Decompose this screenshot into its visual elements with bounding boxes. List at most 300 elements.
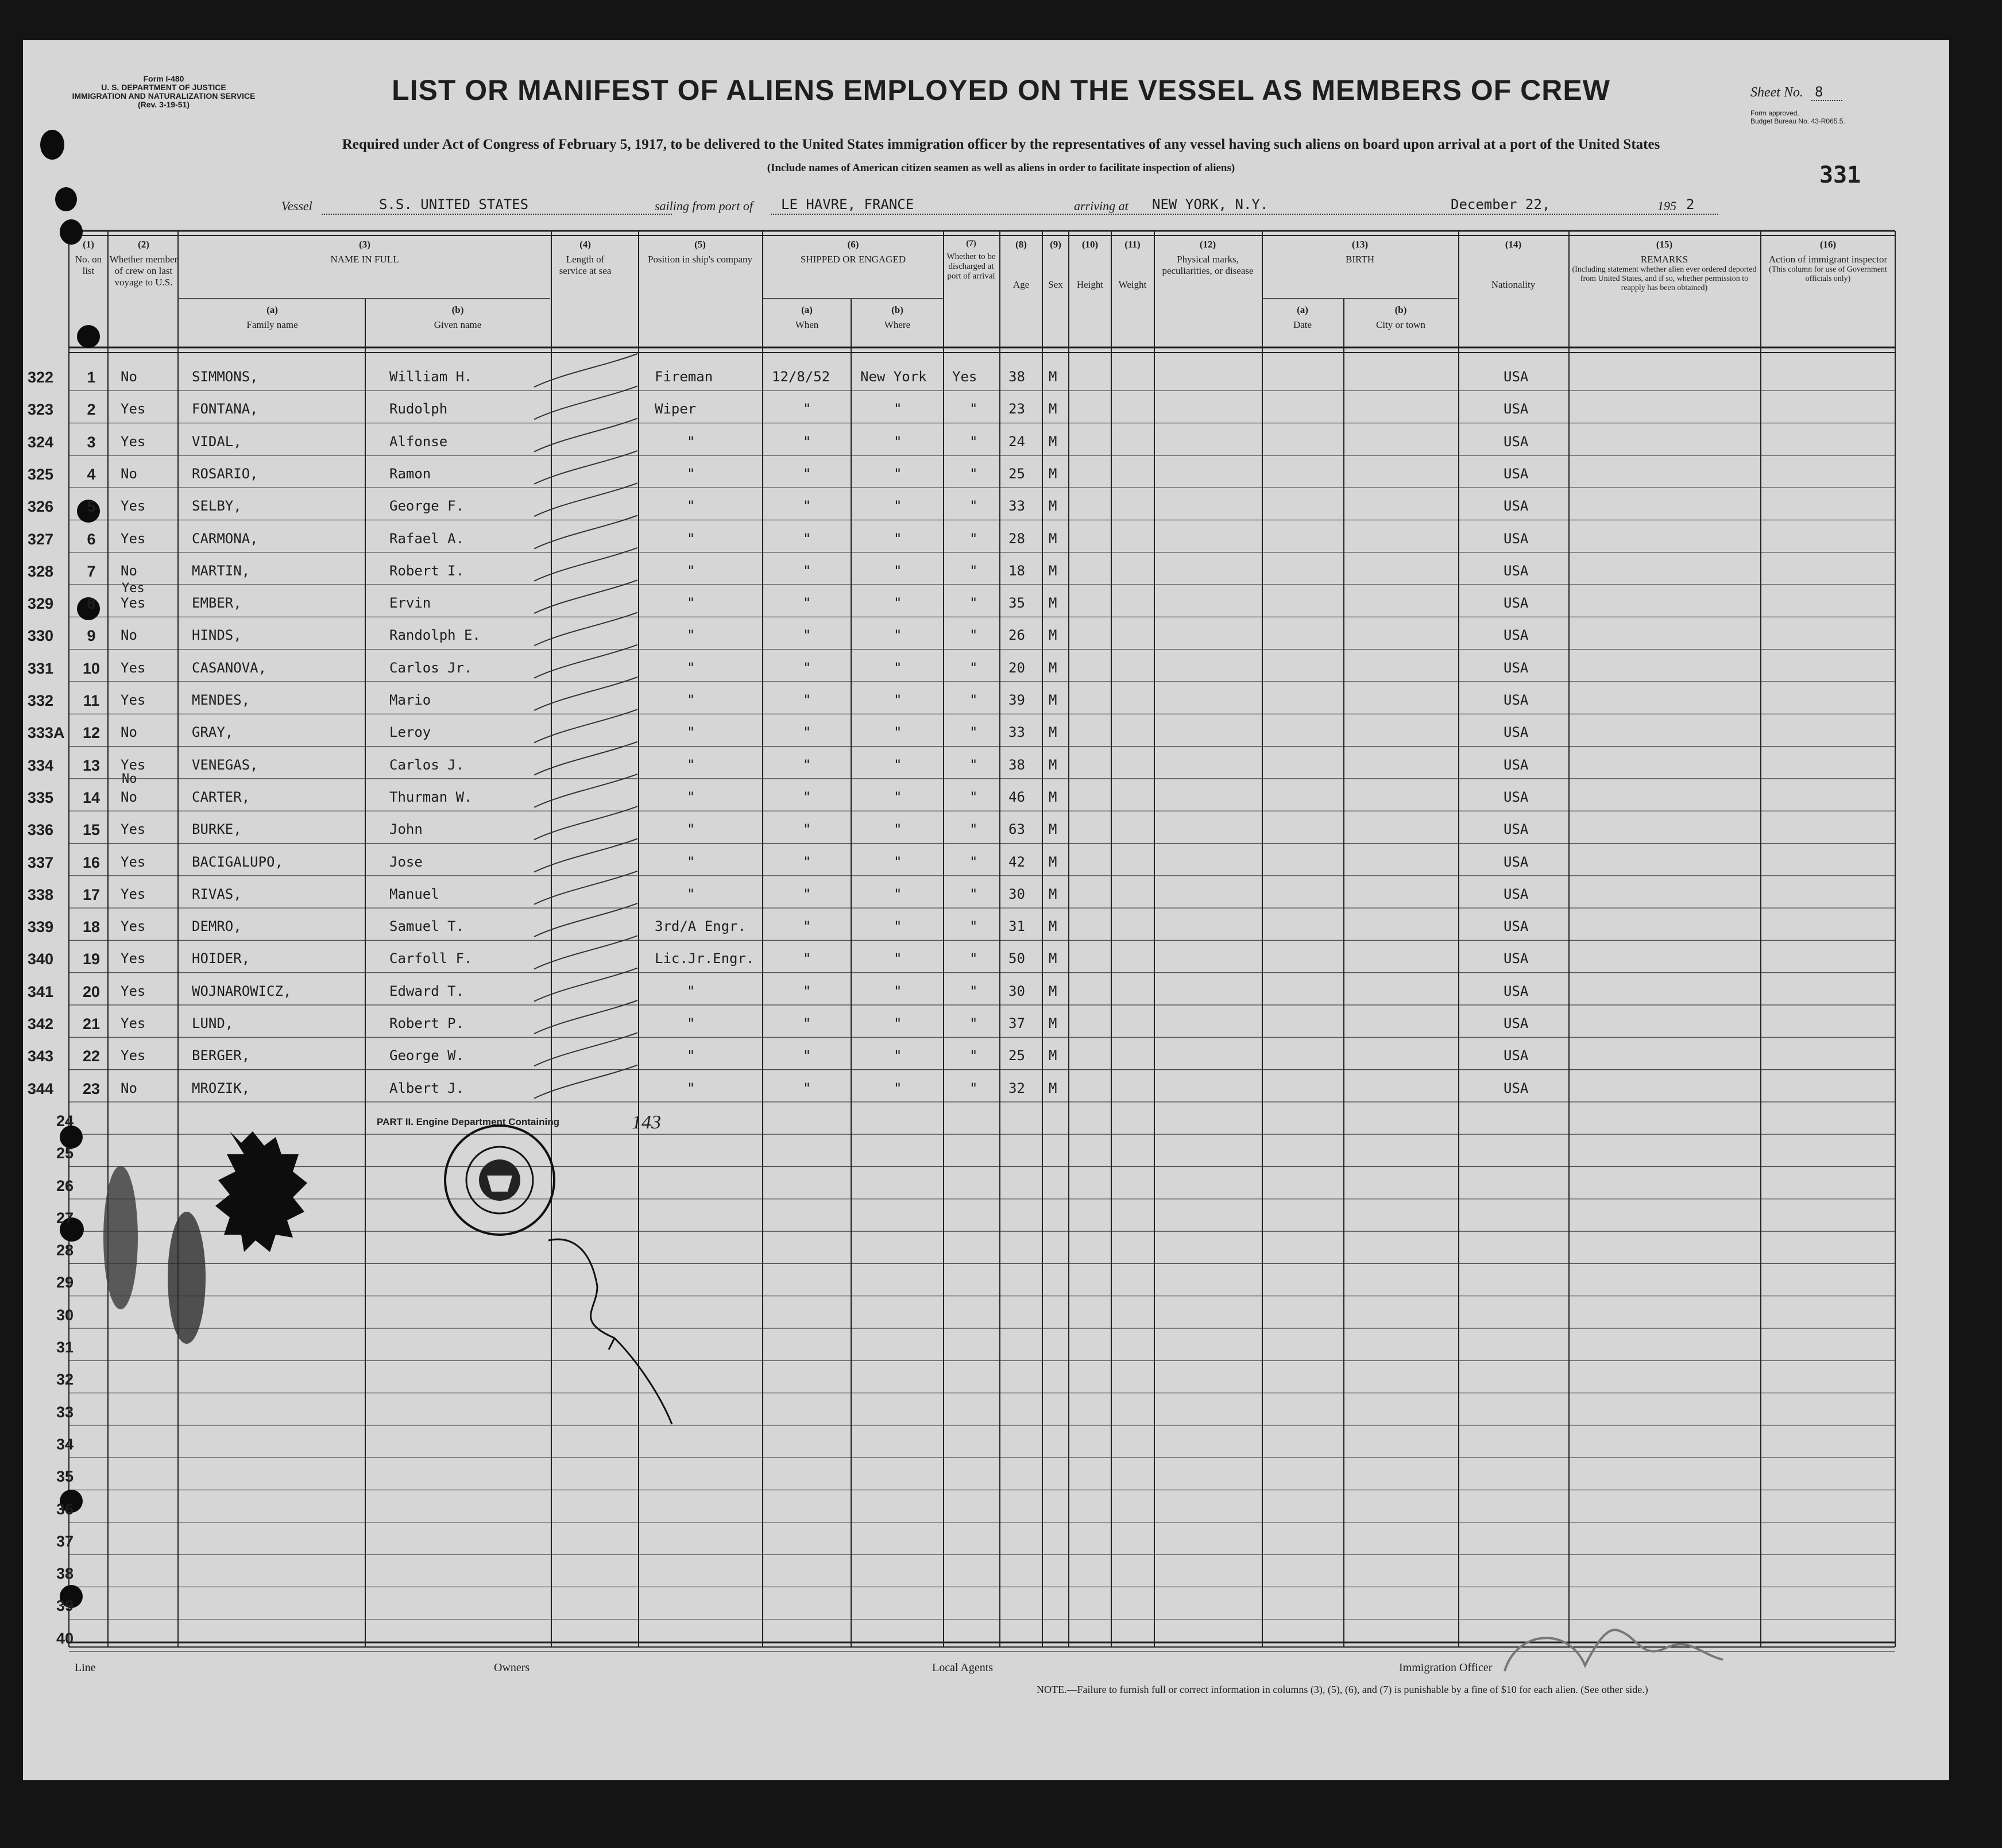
row-given: Leroy [389, 724, 431, 741]
row-family: BACIGALUPO, [192, 853, 283, 870]
row-position: Lic.Jr.Engr. [655, 950, 755, 967]
row-nationality: USA [1504, 983, 1529, 999]
row-sex: M [1049, 627, 1057, 644]
col3b-header: (b) Given name [434, 304, 482, 330]
row-when: " [803, 983, 811, 999]
row-discharged: " [969, 401, 978, 417]
row-given: Carlos J. [389, 756, 465, 773]
row-discharged: " [969, 821, 978, 838]
row-discharged: " [969, 983, 978, 999]
footer-agents-label: Local Agents [932, 1661, 994, 1674]
row-when: " [803, 1080, 811, 1096]
col6b-header: (b) Where [884, 304, 911, 330]
row-discharged: " [969, 1080, 978, 1096]
form-number: Form I-480 [143, 74, 184, 83]
row-nationality: USA [1504, 692, 1529, 708]
empty-line-number: 29 [56, 1274, 74, 1292]
row-sex: M [1049, 821, 1057, 838]
manifest-subtitle: Required under Act of Congress of February 5, 1917, to be delivered to the United States immigration officer by the representatives of any vessel having such aliens on board upon arrival at a port of the United States [342, 137, 1660, 152]
col8-header: (8) Age [1012, 239, 1030, 290]
row-family: MENDES, [192, 692, 250, 708]
row-given: Jose [389, 853, 423, 870]
col3-header: (3) NAME IN FULL [330, 239, 399, 265]
empty-line-number: 31 [56, 1339, 74, 1356]
service-name: IMMIGRATION AND NATURALIZATION SERVICE [72, 91, 256, 100]
empty-line-number: 38 [56, 1565, 74, 1583]
row-margin: 341 [28, 983, 54, 1000]
row-position: " [687, 659, 695, 676]
row-given: Thurman W. [389, 788, 473, 805]
row-when: " [803, 886, 811, 902]
ink-scribble [548, 1239, 672, 1424]
row-where: " [894, 950, 902, 967]
row-position: " [687, 886, 695, 902]
row-age: 42 [1008, 853, 1025, 870]
row-where: " [894, 692, 902, 708]
row-position: Fireman [655, 369, 713, 385]
row-family: SELBY, [192, 498, 242, 515]
row-margin: 322 [28, 369, 54, 386]
row-sex: M [1049, 659, 1057, 676]
row-no: 5 [87, 498, 96, 516]
row-given: Ramon [389, 465, 431, 482]
row-nationality: USA [1504, 788, 1529, 805]
row-nationality: USA [1504, 659, 1529, 676]
row-when: " [803, 853, 811, 870]
part2-count: 143 [632, 1112, 661, 1133]
row-age: 33 [1008, 498, 1025, 515]
row-sex: M [1049, 498, 1057, 515]
row-family: VENEGAS, [192, 756, 258, 773]
row-no: 9 [87, 627, 96, 645]
row-age: 31 [1008, 918, 1025, 935]
approval-line: Form approved. [1750, 109, 1799, 117]
row-discharged: " [969, 595, 978, 612]
row-no: 13 [82, 756, 101, 774]
row-given: Randolph E. [389, 627, 481, 644]
row-given: Rafael A. [389, 530, 465, 547]
row-discharged: " [969, 756, 978, 773]
row-margin: 326 [28, 498, 54, 516]
row-last: No [121, 465, 137, 482]
row-family: MROZIK, [192, 1080, 250, 1096]
row-when: " [803, 918, 811, 935]
row-nationality: USA [1504, 562, 1529, 579]
row-family: HINDS, [192, 627, 242, 644]
year-prefix: 195 [1657, 199, 1676, 213]
row-no: 22 [82, 1047, 101, 1065]
row-position: " [687, 692, 695, 708]
row-sex: M [1049, 562, 1057, 579]
row-last: No [121, 369, 137, 385]
row-no: 7 [87, 562, 96, 580]
row-given: John [389, 821, 423, 838]
row-margin: 327 [28, 530, 54, 548]
row-no: 20 [82, 983, 101, 1000]
row-sex: M [1049, 530, 1057, 547]
row-sex: M [1049, 595, 1057, 612]
row-sex: M [1049, 950, 1057, 967]
row-age: 63 [1008, 821, 1025, 838]
row-age: 33 [1008, 724, 1025, 741]
row-nationality: USA [1504, 821, 1529, 838]
row-given: Carlos Jr. [389, 659, 473, 676]
empty-line-number: 27 [56, 1209, 74, 1227]
row-margin: 330 [28, 627, 54, 645]
row-where: New York [860, 369, 927, 385]
row-given: Rudolph [389, 401, 448, 417]
col5-header: (5) Position in ship's company [647, 239, 753, 265]
row-last: No [121, 1080, 137, 1096]
row-discharged: Yes [952, 369, 977, 385]
row-where: " [894, 433, 902, 450]
row-when: " [803, 498, 811, 515]
row-no: 11 [83, 692, 100, 709]
empty-line-number: 25 [56, 1145, 74, 1162]
row-last: Yes [121, 756, 146, 773]
sailing-label: sailing from port of [655, 199, 753, 213]
sheet-label: Sheet No. [1750, 85, 1803, 100]
col15-header: (15) REMARKS (Including statement whether alien ever ordered deported from United States, and if so, whether permission to reapply has been obtained) [1572, 239, 1757, 292]
row-position: " [687, 595, 695, 612]
row-sex: M [1049, 433, 1057, 450]
col4-header: (4) Length of service at sea [559, 239, 612, 276]
row-no: 21 [82, 1015, 101, 1033]
row-given: Edward T. [389, 983, 465, 999]
row-last: Yes [121, 692, 146, 708]
row-position: " [687, 465, 695, 482]
row-margin: 335 [28, 788, 54, 806]
punch-hole [40, 130, 64, 160]
col9-header: (9) Sex [1048, 239, 1063, 290]
row-margin: 328 [28, 562, 54, 580]
stamped-page-number: 331 [1819, 162, 1861, 188]
row-nationality: USA [1504, 853, 1529, 870]
row-family: CARMONA, [192, 530, 258, 547]
sheet-value: 8 [1811, 84, 1842, 101]
row-where: " [894, 465, 902, 482]
row-when: " [803, 627, 811, 644]
vessel-name: S.S. UNITED STATES [379, 196, 529, 212]
row-age: 38 [1008, 369, 1025, 385]
row-no: 23 [82, 1080, 101, 1097]
row-when: " [803, 562, 811, 579]
punch-hole [77, 325, 100, 348]
row-margin: 324 [28, 433, 54, 451]
empty-line-number: 33 [56, 1403, 74, 1421]
row-sex: M [1049, 1047, 1057, 1064]
row-last: No [121, 627, 137, 644]
row-family: LUND, [192, 1015, 234, 1031]
row-where: " [894, 983, 902, 999]
arrival-date: December 22, [1451, 196, 1551, 212]
row-nationality: USA [1504, 530, 1529, 547]
row-when: " [803, 692, 811, 708]
row-last: Yes [121, 821, 146, 838]
col2-header: (2) Whether member of crew on last voyage to U.S. [109, 239, 178, 288]
row-where: " [894, 821, 902, 838]
row-last: Yes [121, 886, 146, 902]
row-discharged: " [969, 724, 978, 741]
row-nationality: USA [1504, 950, 1529, 967]
row-nationality: USA [1504, 401, 1529, 417]
row-sex: M [1049, 369, 1057, 385]
row-where: " [894, 886, 902, 902]
row-last: Yes [121, 1047, 146, 1064]
empty-line-number: 35 [56, 1468, 74, 1486]
row-family: WOJNAROWICZ, [192, 983, 292, 999]
row-age: 38 [1008, 756, 1025, 773]
row-where: " [894, 1080, 902, 1096]
row-given: Samuel T. [389, 918, 465, 935]
wax-seal [215, 1131, 307, 1252]
row-where: " [894, 1047, 902, 1064]
row-margin: 337 [28, 853, 54, 871]
row-where: " [894, 659, 902, 676]
row-last: Yes [121, 983, 146, 999]
row-discharged: " [969, 1015, 978, 1031]
row-family: MARTIN, [192, 562, 250, 579]
row-age: 20 [1008, 659, 1025, 676]
row-family: GRAY, [192, 724, 234, 741]
consulate-seal [445, 1126, 554, 1235]
row-no: 15 [82, 821, 101, 839]
row-margin: 331 [28, 659, 54, 677]
row-position: " [687, 627, 695, 644]
col6-header: (6) SHIPPED OR ENGAGED [800, 239, 906, 265]
row-no: 17 [82, 886, 101, 903]
row-discharged: " [969, 498, 978, 515]
empty-line-number: 34 [56, 1435, 74, 1453]
row-given: Mario [389, 692, 431, 708]
punch-hole [55, 187, 77, 211]
col3a-header: (a) Family name [246, 304, 298, 330]
row-age: 25 [1008, 465, 1025, 482]
footer-officer-label: Immigration Officer [1399, 1661, 1493, 1674]
row-nationality: USA [1504, 627, 1529, 644]
row-family: SIMMONS, [192, 369, 258, 385]
row-sex: M [1049, 724, 1057, 741]
row-sex: M [1049, 692, 1057, 708]
row-when: " [803, 659, 811, 676]
row-position: " [687, 530, 695, 547]
row-where: " [894, 498, 902, 515]
row-age: 46 [1008, 788, 1025, 805]
row-no: 3 [87, 433, 96, 451]
row-last: Yes [121, 530, 146, 547]
row-position: " [687, 821, 695, 838]
row-family: BERGER, [192, 1047, 250, 1064]
row-discharged: " [969, 530, 978, 547]
row-position: " [687, 498, 695, 515]
row-position: " [687, 724, 695, 741]
row-position: " [687, 983, 695, 999]
row-where: " [894, 724, 902, 741]
row-no: 14 [82, 788, 101, 806]
row-age: 30 [1008, 983, 1025, 999]
row-last: No [121, 724, 137, 741]
row-family: FONTANA, [192, 401, 258, 417]
col13b-header: (b) City or town [1376, 304, 1425, 330]
empty-line-number: 28 [56, 1242, 74, 1259]
row-nationality: USA [1504, 595, 1529, 612]
row-age: 32 [1008, 1080, 1025, 1096]
row-last: Yes [121, 659, 146, 676]
col1-header: (1) No. on list [75, 239, 102, 276]
row-family: RIVAS, [192, 886, 242, 902]
row-position: " [687, 433, 695, 450]
row-last: Yes [121, 595, 146, 612]
row-margin: 323 [28, 401, 54, 419]
row-given: Ervin [389, 595, 431, 612]
empty-line-number: 37 [56, 1532, 74, 1550]
correction-yes: Yes [122, 581, 145, 596]
row-sex: M [1049, 465, 1057, 482]
row-nationality: USA [1504, 465, 1529, 482]
row-no: 10 [82, 659, 101, 677]
row-last: No [121, 562, 137, 579]
row-age: 35 [1008, 595, 1025, 612]
row-given: George F. [389, 498, 465, 515]
row-margin: 334 [28, 756, 54, 774]
row-position: Wiper [655, 401, 697, 417]
col10-header: (10) Height [1076, 239, 1104, 290]
vessel-label: Vessel [281, 199, 312, 213]
correction-no: No [122, 772, 137, 786]
row-last: Yes [121, 498, 146, 515]
empty-line-number: 24 [56, 1112, 74, 1130]
row-family: BURKE, [192, 821, 242, 838]
row-nationality: USA [1504, 1015, 1529, 1031]
row-when: 12/8/52 [772, 369, 830, 385]
row-sex: M [1049, 788, 1057, 805]
department-name: U. S. DEPARTMENT OF JUSTICE [101, 83, 226, 92]
row-last: Yes [121, 433, 146, 450]
row-given: Robert P. [389, 1015, 465, 1031]
row-margin: 329 [28, 595, 54, 613]
row-last: Yes [121, 950, 146, 967]
row-no: 2 [87, 401, 96, 419]
row-where: " [894, 627, 902, 644]
row-given: Alfonse [389, 433, 448, 450]
row-nationality: USA [1504, 1047, 1529, 1064]
row-margin: 340 [28, 950, 54, 968]
row-given: Carfoll F. [389, 950, 473, 967]
col16-header: (16) Action of immigrant inspector (This column for use of Government officials only) [1768, 239, 1888, 283]
row-last: Yes [121, 401, 146, 417]
row-no: 19 [82, 950, 101, 968]
row-family: CASANOVA, [192, 659, 267, 676]
departure-port: LE HAVRE, FRANCE [781, 196, 914, 212]
col7-header: (7) Whether to be discharged at port of arrival [946, 239, 996, 281]
empty-line-number: 36 [56, 1500, 74, 1518]
row-position: " [687, 1015, 695, 1031]
row-sex: M [1049, 918, 1057, 935]
row-when: " [803, 724, 811, 741]
row-age: 18 [1008, 562, 1025, 579]
footer-owners-label: Owners [494, 1661, 530, 1674]
row-sex: M [1049, 401, 1057, 417]
row-nationality: USA [1504, 1080, 1529, 1096]
arrival-port: NEW YORK, N.Y. [1152, 196, 1269, 212]
row-discharged: " [969, 659, 978, 676]
row-given: Robert I. [389, 562, 465, 579]
row-position: " [687, 562, 695, 579]
row-no: 16 [82, 853, 101, 871]
row-where: " [894, 530, 902, 547]
row-when: " [803, 465, 811, 482]
row-discharged: " [969, 788, 978, 805]
row-last: Yes [121, 853, 146, 870]
col13a-header: (a) Date [1293, 304, 1312, 330]
row-position: " [687, 788, 695, 805]
row-position: " [687, 1047, 695, 1064]
year-suffix: 2 [1686, 196, 1695, 212]
row-family: HOIDER, [192, 950, 250, 967]
row-when: " [803, 530, 811, 547]
row-no: 6 [87, 530, 96, 548]
row-age: 37 [1008, 1015, 1025, 1031]
row-age: 24 [1008, 433, 1025, 450]
row-nationality: USA [1504, 498, 1529, 515]
row-discharged: " [969, 627, 978, 644]
row-discharged: " [969, 562, 978, 579]
row-where: " [894, 595, 902, 612]
row-no: 18 [82, 918, 101, 936]
form-revision: (Rev. 3-19-51) [137, 100, 190, 109]
row-position: 3rd/A Engr. [655, 918, 746, 935]
row-no: 1 [87, 369, 96, 386]
col11-header: (11) Weight [1118, 239, 1147, 290]
row-discharged: " [969, 853, 978, 870]
row-age: 28 [1008, 530, 1025, 547]
row-nationality: USA [1504, 886, 1529, 902]
row-last: Yes [121, 918, 146, 935]
row-discharged: " [969, 918, 978, 935]
row-margin: 336 [28, 821, 54, 839]
row-discharged: " [969, 433, 978, 450]
footer-line-label: Line [75, 1661, 96, 1674]
row-where: " [894, 1015, 902, 1031]
row-discharged: " [969, 886, 978, 902]
row-position: " [687, 756, 695, 773]
row-margin: 333A [28, 724, 65, 742]
row-where: " [894, 918, 902, 935]
row-discharged: " [969, 692, 978, 708]
row-sex: M [1049, 756, 1057, 773]
row-when: " [803, 401, 811, 417]
row-age: 26 [1008, 627, 1025, 644]
row-discharged: " [969, 950, 978, 967]
row-margin: 339 [28, 918, 54, 936]
budget-bureau-line: Budget Bureau No. 43-R065.5. [1750, 117, 1845, 125]
row-given: George W. [389, 1047, 465, 1064]
empty-line-number: 26 [56, 1177, 74, 1194]
row-when: " [803, 1047, 811, 1064]
row-when: " [803, 595, 811, 612]
footer-note: NOTE.—Failure to furnish full or correct information in columns (3), (5), (6), and (7) is punishable by a fine of $10 for each alien. (See other side.) [1037, 1684, 1648, 1695]
row-where: " [894, 756, 902, 773]
manifest-subnote: (Include names of American citizen seamen as well as aliens in order to facilitate inspection of aliens) [767, 162, 1235, 174]
arriving-label: arriving at [1074, 199, 1128, 213]
row-sex: M [1049, 1080, 1057, 1096]
row-family: CARTER, [192, 788, 250, 805]
row-where: " [894, 401, 902, 417]
row-position: " [687, 853, 695, 870]
row-age: 23 [1008, 401, 1025, 417]
row-when: " [803, 788, 811, 805]
row-family: DEMRO, [192, 918, 242, 935]
